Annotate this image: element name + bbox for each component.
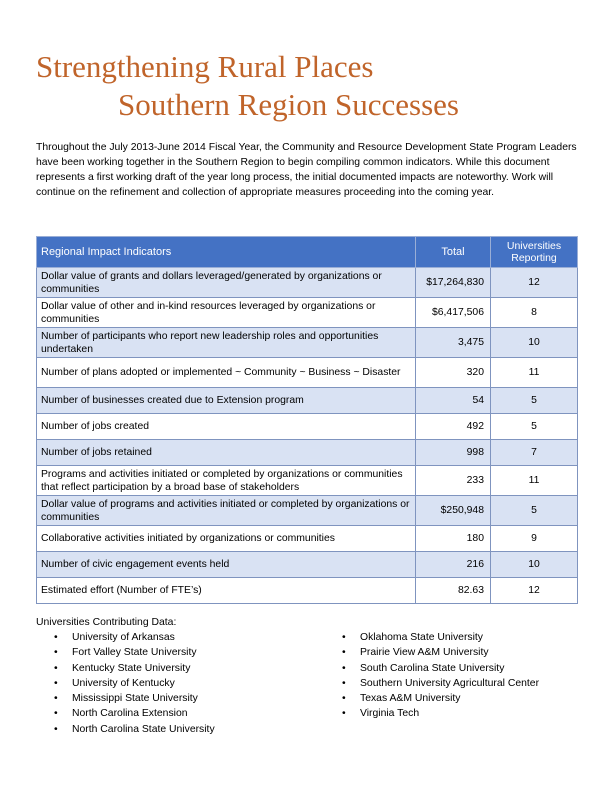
indicator-cell: Programs and activities initiated or completed by organizations or communities that reflect participation by a broad base of stakeholders — [37, 466, 416, 496]
list-item: • University of Arkansas — [54, 630, 215, 645]
indicator-cell: Number of plans adopted or implemented ~ Community ~ Business ~ Disaster — [37, 358, 416, 388]
header-total: Total — [416, 237, 491, 268]
contributors-heading: Universities Contributing Data: — [36, 617, 177, 628]
total-cell: 82.63 — [416, 578, 491, 604]
table-row — [37, 578, 578, 604]
table-row — [37, 526, 578, 552]
reporting-cell: 5 — [491, 496, 578, 526]
table-header-row — [37, 237, 578, 268]
header-indicators: Regional Impact Indicators — [37, 237, 416, 268]
total-cell: $250,948 — [416, 496, 491, 526]
total-cell: 492 — [416, 414, 491, 440]
table-row — [37, 466, 578, 496]
contributors-list-left — [54, 630, 215, 737]
table-row — [37, 496, 578, 526]
total-cell: $17,264,830 — [416, 268, 491, 298]
list-item: • Kentucky State University — [54, 661, 215, 676]
total-cell: 320 — [416, 358, 491, 388]
list-item: • North Carolina State University — [54, 722, 215, 737]
total-cell: 54 — [416, 388, 491, 414]
title-line-2: Southern Region Successes — [118, 87, 459, 122]
list-item: • Fort Valley State University — [54, 645, 215, 660]
reporting-cell: 8 — [491, 298, 578, 328]
total-cell: 216 — [416, 552, 491, 578]
table-row — [37, 298, 578, 328]
reporting-cell: 11 — [491, 466, 578, 496]
list-item: • Mississippi State University — [54, 691, 215, 706]
table-row — [37, 328, 578, 358]
total-cell: $6,417,506 — [416, 298, 491, 328]
list-item: • South Carolina State University — [342, 661, 539, 676]
reporting-cell: 12 — [491, 268, 578, 298]
indicator-cell: Estimated effort (Number of FTE’s) — [37, 578, 416, 604]
list-item: • Southern University Agricultural Center — [342, 676, 539, 691]
indicator-cell: Dollar value of grants and dollars leveraged/generated by organizations or communities — [37, 268, 416, 298]
reporting-cell: 7 — [491, 440, 578, 466]
reporting-cell: 10 — [491, 552, 578, 578]
table-row — [37, 414, 578, 440]
title-line-1: Strengthening Rural Places — [36, 49, 374, 84]
indicator-cell: Number of jobs retained — [37, 440, 416, 466]
list-item: • University of Kentucky — [54, 676, 215, 691]
indicator-cell: Dollar value of programs and activities initiated or completed by organizations or communities — [37, 496, 416, 526]
reporting-cell: 12 — [491, 578, 578, 604]
indicator-cell: Number of jobs created — [37, 414, 416, 440]
reporting-cell: 5 — [491, 388, 578, 414]
reporting-cell: 11 — [491, 358, 578, 388]
list-item: • Oklahoma State University — [342, 630, 539, 645]
table-row — [37, 552, 578, 578]
reporting-cell: 9 — [491, 526, 578, 552]
list-item: • North Carolina Extension — [54, 706, 215, 721]
total-cell: 3,475 — [416, 328, 491, 358]
total-cell: 998 — [416, 440, 491, 466]
total-cell: 180 — [416, 526, 491, 552]
intro-paragraph: Throughout the July 2013-June 2014 Fiscal Year, the Community and Resource Development State Program Leaders have been working together in the Southern Region to begin compiling common indicators. While this document represents a first working draft of the year long process, the initial documented impacts are noteworthy. Work will continue on the refinement and collection of appropriate measures proceeding into the coming year. — [36, 142, 577, 198]
reporting-cell: 5 — [491, 414, 578, 440]
indicator-cell: Collaborative activities initiated by organizations or communities — [37, 526, 416, 552]
impact-table — [36, 236, 578, 604]
indicator-cell: Dollar value of other and in-kind resources leveraged by organizations or communities — [37, 298, 416, 328]
list-item: • Prairie View A&M University — [342, 645, 539, 660]
indicator-cell: Number of civic engagement events held — [37, 552, 416, 578]
total-cell: 233 — [416, 466, 491, 496]
table-row — [37, 388, 578, 414]
indicator-cell: Number of businesses created due to Extension program — [37, 388, 416, 414]
indicator-cell: Number of participants who report new leadership roles and opportunities undertaken — [37, 328, 416, 358]
list-item: • Texas A&M University — [342, 691, 539, 706]
table-row — [37, 440, 578, 466]
table-row — [37, 268, 578, 298]
contributors-list-right — [342, 630, 539, 722]
table-row — [37, 358, 578, 388]
header-universities-reporting: Universities Reporting — [491, 237, 578, 268]
reporting-cell: 10 — [491, 328, 578, 358]
list-item: • Virginia Tech — [342, 706, 539, 721]
